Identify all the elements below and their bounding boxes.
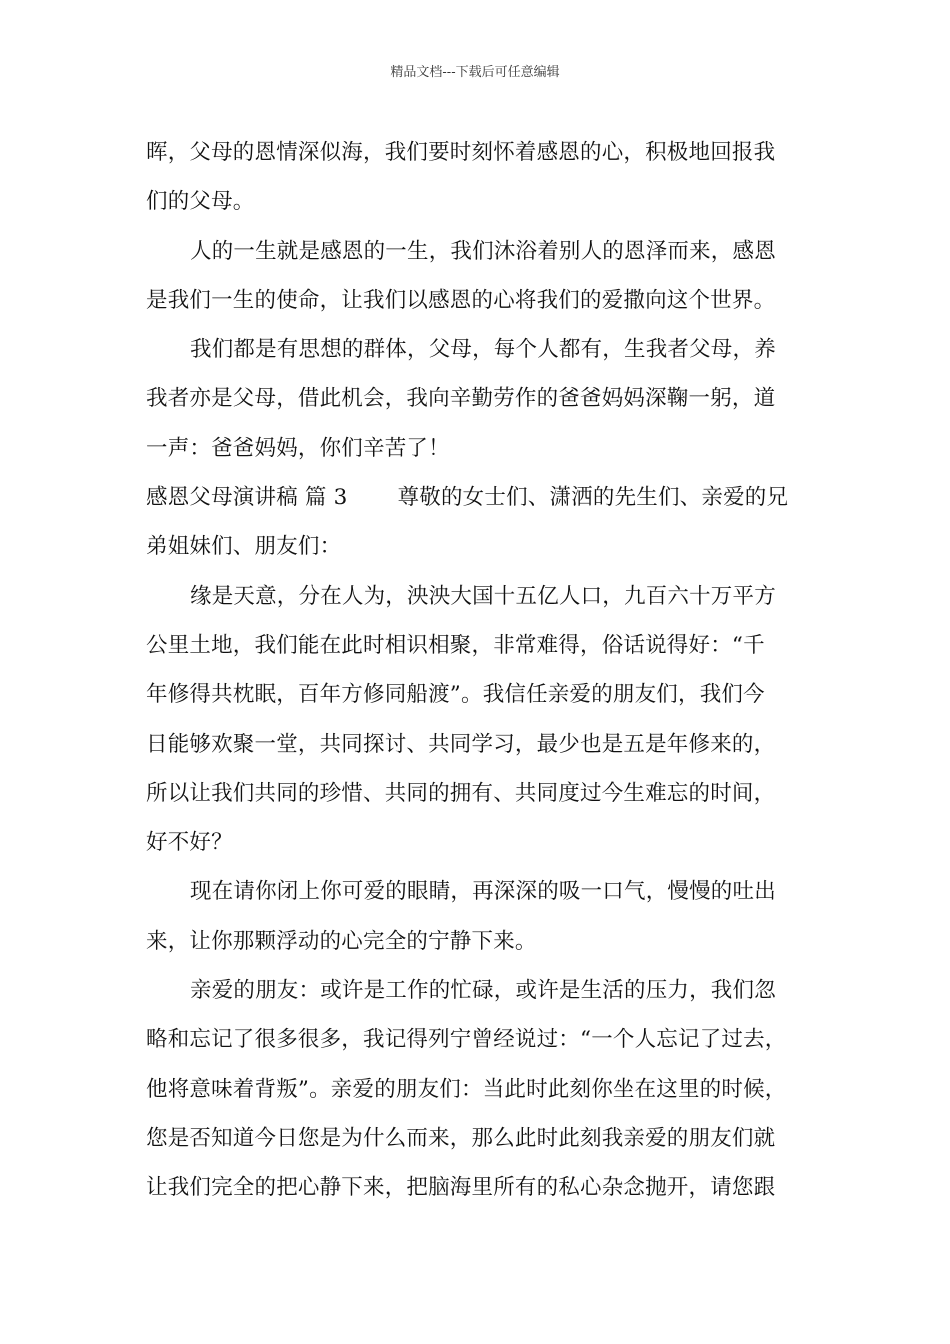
- paragraph-start: 人的一生就是感恩的一生，我们沐浴着别人的恩泽而来，感恩: [190, 238, 776, 264]
- text-line: 好不好？: [146, 830, 233, 856]
- text-line: 们的父母。: [146, 189, 255, 215]
- text-line: 是我们一生的使命，让我们以感恩的心将我们的爱撒向这个世界。: [146, 287, 776, 313]
- text-line: 公里土地，我们能在此时相识相聚，非常难得，俗话说得好：“千: [146, 632, 765, 658]
- page-header: 精品文档---下载后可任意编辑: [390, 65, 560, 80]
- text-line: 我者亦是父母，借此机会，我向辛勤劳作的爸爸妈妈深鞠一躬，道: [146, 386, 776, 412]
- text-line: 日能够欢聚一堂，共同探讨、共同学习，最少也是五是年修来的，: [146, 731, 776, 757]
- section-title: 感恩父母演讲稿 篇 3: [146, 485, 348, 511]
- text-line: 他将意味着背叛”。亲爱的朋友们：当此时此刻你坐在这里的时候，: [146, 1076, 787, 1102]
- text-line: 所以让我们共同的珍惜、共同的拥有、共同度过今生难忘的时间，: [146, 780, 776, 806]
- text-line: 来，让你那颗浮动的心完全的宁静下来。: [146, 928, 537, 954]
- text-line: 略和忘记了很多很多，我记得列宁曾经说过：“一个人忘记了过去，: [146, 1027, 787, 1053]
- document-body: [146, 128, 816, 1213]
- text-line: 弟姐妹们、朋友们：: [146, 534, 342, 560]
- text-line: 一声：爸爸妈妈，你们辛苦了！: [146, 435, 450, 461]
- salutation-text: 尊敬的女士们、潇洒的先生们、亲爱的兄: [397, 485, 789, 511]
- text-line: 让我们完全的把心静下来，把脑海里所有的私心杂念抛开，请您跟: [146, 1175, 776, 1201]
- text-line: 年修得共枕眠，百年方修同船渡”。我信任亲爱的朋友们，我们今: [146, 682, 765, 708]
- text-line: 您是否知道今日您是为什么而来，那么此时此刻我亲爱的朋友们就: [146, 1125, 776, 1151]
- paragraph-start: 亲爱的朋友：或许是工作的忙碌，或许是生活的压力，我们忽: [190, 978, 776, 1004]
- text-line: 晖，父母的恩情深似海，我们要时刻怀着感恩的心，积极地回报我: [146, 140, 776, 165]
- paragraph-start: 现在请你闭上你可爱的眼睛，再深深的吸一口气，慢慢的吐出: [190, 879, 776, 905]
- paragraph-start: 缘是天意，分在人为，泱泱大国十五亿人口，九百六十万平方: [190, 583, 776, 609]
- paragraph-start: 我们都是有思想的群体，父母，每个人都有，生我者父母，养: [190, 337, 776, 363]
- section-title-line: [146, 473, 816, 522]
